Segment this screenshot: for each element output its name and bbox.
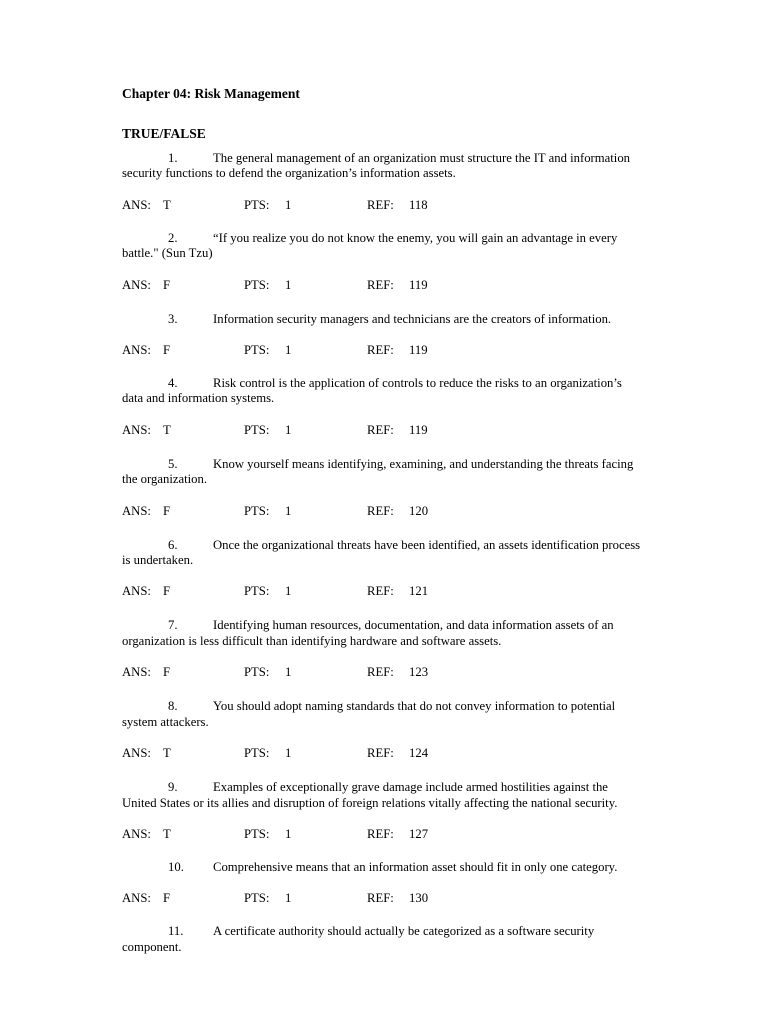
answer-label: ANS: <box>122 584 151 599</box>
answer-value: F <box>163 584 171 599</box>
question-number: 3. <box>168 311 178 326</box>
answer-row <box>122 663 642 681</box>
answer-value: T <box>163 422 171 437</box>
points-value: 1 <box>285 891 292 906</box>
reference-label: REF: <box>367 826 394 841</box>
answer-value: F <box>163 343 171 358</box>
answer-label: ANS: <box>122 197 151 212</box>
reference-label: REF: <box>367 665 394 680</box>
question-statement: Information security managers and technicians are the creators of information. <box>213 311 612 326</box>
question-number: 6. <box>168 537 178 552</box>
question-number: 5. <box>168 456 178 471</box>
answer-label: ANS: <box>122 277 151 292</box>
reference-label: REF: <box>367 343 394 358</box>
answer-row <box>122 582 642 600</box>
answer-value: F <box>163 891 171 906</box>
reference-value: 127 <box>409 826 429 841</box>
points-value: 1 <box>285 584 292 599</box>
question-statement: Examples of exceptionally grave damage include armed hostilities against the United States or its allies and disruption of foreign relations vitally affecting the national security. <box>122 780 618 810</box>
question-statement: A certificate authority should actually be categorized as a software security component. <box>122 924 595 954</box>
document-body <box>122 85 642 955</box>
question-number: 2. <box>168 230 178 245</box>
reference-label: REF: <box>367 746 394 761</box>
answer-row <box>122 196 642 214</box>
answer-value: T <box>163 746 171 761</box>
question-text <box>122 376 642 407</box>
reference-label: REF: <box>367 277 394 292</box>
question-text <box>122 231 642 262</box>
question-statement: Risk control is the application of controls to reduce the risks to an organization’s data and information systems. <box>122 376 622 406</box>
points-value: 1 <box>285 746 292 761</box>
reference-label: REF: <box>367 503 394 518</box>
question-number: 11. <box>168 924 184 939</box>
points-value: 1 <box>285 277 292 292</box>
question-item <box>122 699 642 762</box>
question-text <box>122 618 642 649</box>
reference-value: 124 <box>409 746 429 761</box>
reference-value: 118 <box>409 197 428 212</box>
question-statement: You should adopt naming standards that do not convey information to potential system attackers. <box>122 699 616 729</box>
answer-row <box>122 341 642 359</box>
points-value: 1 <box>285 343 292 358</box>
question-item <box>122 860 642 907</box>
question-text <box>122 312 642 327</box>
points-label: PTS: <box>244 746 270 761</box>
answer-row <box>122 276 642 294</box>
reference-value: 130 <box>409 891 429 906</box>
points-value: 1 <box>285 422 292 437</box>
answer-label: ANS: <box>122 503 151 518</box>
points-label: PTS: <box>244 422 270 437</box>
answer-value: F <box>163 503 171 518</box>
points-label: PTS: <box>244 197 270 212</box>
question-statement: “If you realize you do not know the enemy, you will gain an advantage in every battle." (Sun Tzu) <box>122 230 618 261</box>
answer-value: F <box>163 277 171 292</box>
question-number: 4. <box>168 376 178 391</box>
reference-value: 123 <box>409 665 429 680</box>
reference-value: 119 <box>409 277 428 292</box>
question-item <box>122 151 642 214</box>
question-item <box>122 924 642 955</box>
points-label: PTS: <box>244 343 270 358</box>
question-item <box>122 538 642 601</box>
question-number: 10. <box>168 859 184 874</box>
reference-value: 119 <box>409 343 428 358</box>
answer-label: ANS: <box>122 343 151 358</box>
question-text <box>122 151 642 182</box>
answer-row <box>122 502 642 520</box>
question-number: 7. <box>168 618 178 633</box>
points-label: PTS: <box>244 503 270 518</box>
points-value: 1 <box>285 197 292 212</box>
answer-row <box>122 889 642 907</box>
question-item <box>122 231 642 294</box>
question-number: 9. <box>168 780 178 795</box>
reference-label: REF: <box>367 891 394 906</box>
points-value: 1 <box>285 503 292 518</box>
answer-value: F <box>163 665 171 680</box>
reference-value: 121 <box>409 584 429 599</box>
question-statement: Comprehensive means that an information asset should fit in only one category. <box>213 859 618 874</box>
question-statement: Know yourself means identifying, examining, and understanding the threats facing the organization. <box>122 456 634 487</box>
points-label: PTS: <box>244 584 270 599</box>
answer-row <box>122 825 642 843</box>
points-label: PTS: <box>244 826 270 841</box>
question-text <box>122 860 642 875</box>
question-text <box>122 538 642 569</box>
question-statement: Once the organizational threats have been identified, an assets identification process is undertaken. <box>122 537 641 568</box>
question-text <box>122 457 642 488</box>
reference-value: 119 <box>409 422 428 437</box>
chapter-title: Chapter 04: Risk Management <box>122 86 300 101</box>
question-statement: The general management of an organization must structure the IT and information security functions to defend the organization’s information assets. <box>122 151 631 181</box>
points-value: 1 <box>285 665 292 680</box>
reference-label: REF: <box>367 197 394 212</box>
reference-value: 120 <box>409 503 429 518</box>
question-text <box>122 924 642 955</box>
question-list <box>122 151 642 955</box>
question-item <box>122 457 642 520</box>
answer-label: ANS: <box>122 665 151 680</box>
answer-row <box>122 421 642 439</box>
answer-value: T <box>163 826 171 841</box>
answer-label: ANS: <box>122 422 151 437</box>
answer-label: ANS: <box>122 746 151 761</box>
question-text <box>122 699 642 730</box>
answer-value: T <box>163 197 171 212</box>
answer-label: ANS: <box>122 826 151 841</box>
question-item <box>122 780 642 843</box>
question-statement: Identifying human resources, documentation, and data information assets of an organization is less difficult than identifying hardware and software assets. <box>122 618 614 648</box>
points-label: PTS: <box>244 891 270 906</box>
reference-label: REF: <box>367 584 394 599</box>
points-label: PTS: <box>244 277 270 292</box>
question-text <box>122 780 642 811</box>
section-title: TRUE/FALSE <box>122 126 206 141</box>
points-label: PTS: <box>244 665 270 680</box>
question-number: 1. <box>168 151 178 165</box>
question-number: 8. <box>168 699 178 714</box>
answer-row <box>122 744 642 762</box>
reference-label: REF: <box>367 422 394 437</box>
question-item <box>122 376 642 439</box>
question-item <box>122 312 642 359</box>
question-item <box>122 618 642 681</box>
answer-label: ANS: <box>122 891 151 906</box>
points-value: 1 <box>285 826 292 841</box>
